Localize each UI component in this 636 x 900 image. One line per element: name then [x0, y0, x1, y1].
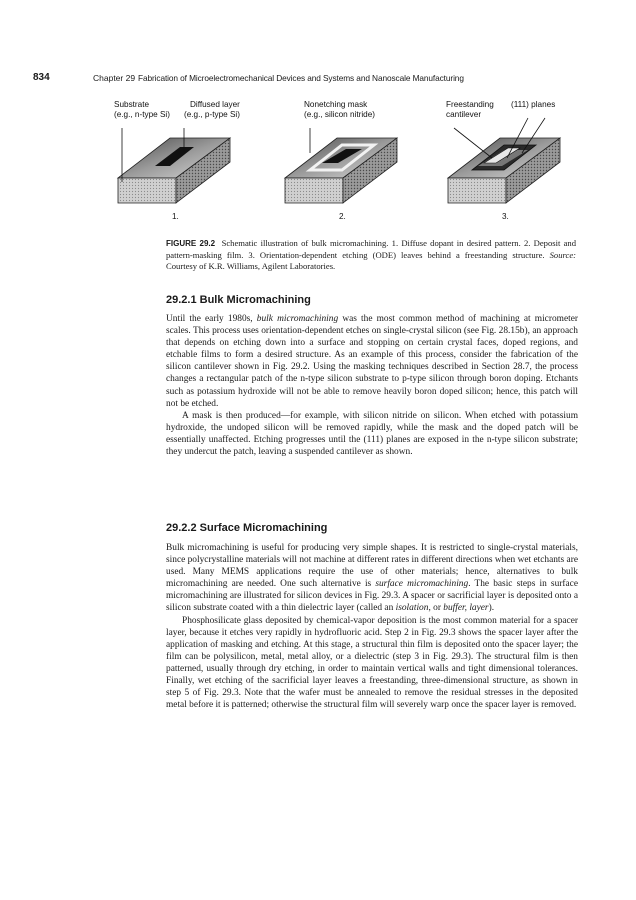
label-111-planes: (111) planes: [511, 100, 556, 109]
caption-label: FIGURE 29.2: [166, 239, 216, 248]
block-2-masked-substrate: [285, 128, 397, 203]
block-1-doped-substrate: [118, 128, 230, 203]
step-number-2: 2.: [339, 212, 346, 221]
paragraph: Phosphosilicate glass deposited by chemical-vapor deposition is the most common material for a spacer layer, because it etches very rapidly in hydrofluoric acid. Step 2 in Fig. 29.3 shows the spacer layer after the application of masking and etching. At this stage, a structural thin film is deposited onto the spacer layer; the film can be polysilicon, metal, metal alloy, or a dielectric (step 3 in Fig. 29.3). The structural film is then patterned, usually through dry etching, in order to maintain vertical walls and tight dimensional tolerances. Finally, wet etching of the sacrificial layer leaves a freestanding, three-dimensional structure, as shown in step 5 of Fig. 29.3. Note that the wafer must be annealed to remove the residual stresses in the deposited metal before it is patterned; otherwise the structural film will severely warp once the spacer layer is removed.: [166, 615, 578, 711]
label-substrate: Substrate (e.g., n-type Si): [114, 100, 170, 119]
figure-caption: [166, 238, 576, 273]
section-heading-bulk-micromachining: 29.2.1 Bulk Micromachining: [166, 294, 311, 306]
page-number: 834: [33, 72, 50, 83]
section-body-surface: [166, 542, 578, 711]
paragraph: Until the early 1980s, bulk micromachining was the most common method of machining at micrometer scales. This process uses orientation-dependent etches on single-crystal silicon (see Fig. 28.15b), an approach that depends on etching down into a surface and stopping on certain crystal faces, doped regions, and etchable films to form a desired structure. As an example of this process, consider the fabrication of the silicon cantilever shown in Fig. 29.2. Using the masking techniques described in Section 28.7, the process changes a rectangular patch of the n-type silicon substrate to p-type silicon through boron doping. Etchants such as potassium hydroxide will not be able to remove heavily boron doped silicon; hence, this patch will not be etched.: [166, 314, 578, 409]
step-number-3: 3.: [502, 212, 509, 221]
label-diffused-layer: Diffused layer (e.g., p-type Si): [184, 100, 240, 119]
paragraph: A mask is then produced—for example, with silicon nitride on silicon. When etched with potassium hydroxide, the undoped silicon will be removed rapidly, while the mask and the doped patch will be essentially unaffected. Etching progresses until the (111) planes are exposed in the n-type silicon substrate; they undercut the patch, leaving a suspended cantilever as shown.: [166, 410, 578, 458]
paragraph: Bulk micromachining is useful for producing very simple shapes. It is restricted to single-crystal materials, since polycrystalline materials will not machine at different rates in different directions when wet etchants are used. Many MEMS applications require the use of other materials; hence, alternatives to bulk micromachining are needed. One such alternative is surface micromachining. The basic steps in surface micromachining are illustrated for silicon devices in Fig. 29.3. A spacer or sacrificial layer is deposited onto a silicon substrate coated with a thin dielectric layer (called an isolation, or buffer, layer).: [166, 543, 578, 614]
running-header: [33, 72, 613, 86]
chapter-title: Fabrication of Microelectromechanical Devices and Systems and Nanoscale Manufacturing: [138, 73, 464, 83]
figure-29-2: [110, 100, 590, 230]
caption-source-label: Source:: [549, 249, 576, 260]
caption-source-text: Courtesy of K.R. Williams, Agilent Laboratories.: [166, 261, 336, 272]
section-body-bulk: [166, 313, 578, 458]
block-3-etched-cantilever: [448, 118, 560, 203]
label-nonetching-mask: Nonetching mask (e.g., silicon nitride): [304, 100, 375, 119]
caption-text: Schematic illustration of bulk micromachining. 1. Diffuse dopant in desired pattern. 2. Deposit and pattern-masking film. 3. Orientation-dependent etching (ODE) leaves behind a freestanding structure.: [166, 238, 577, 260]
chapter-number: Chapter 29: [93, 73, 136, 83]
step-number-1: 1.: [172, 212, 179, 221]
label-freestanding-cantilever: Freestanding cantilever: [446, 100, 494, 119]
section-heading-surface-micromachining: 29.2.2 Surface Micromachining: [166, 522, 328, 534]
